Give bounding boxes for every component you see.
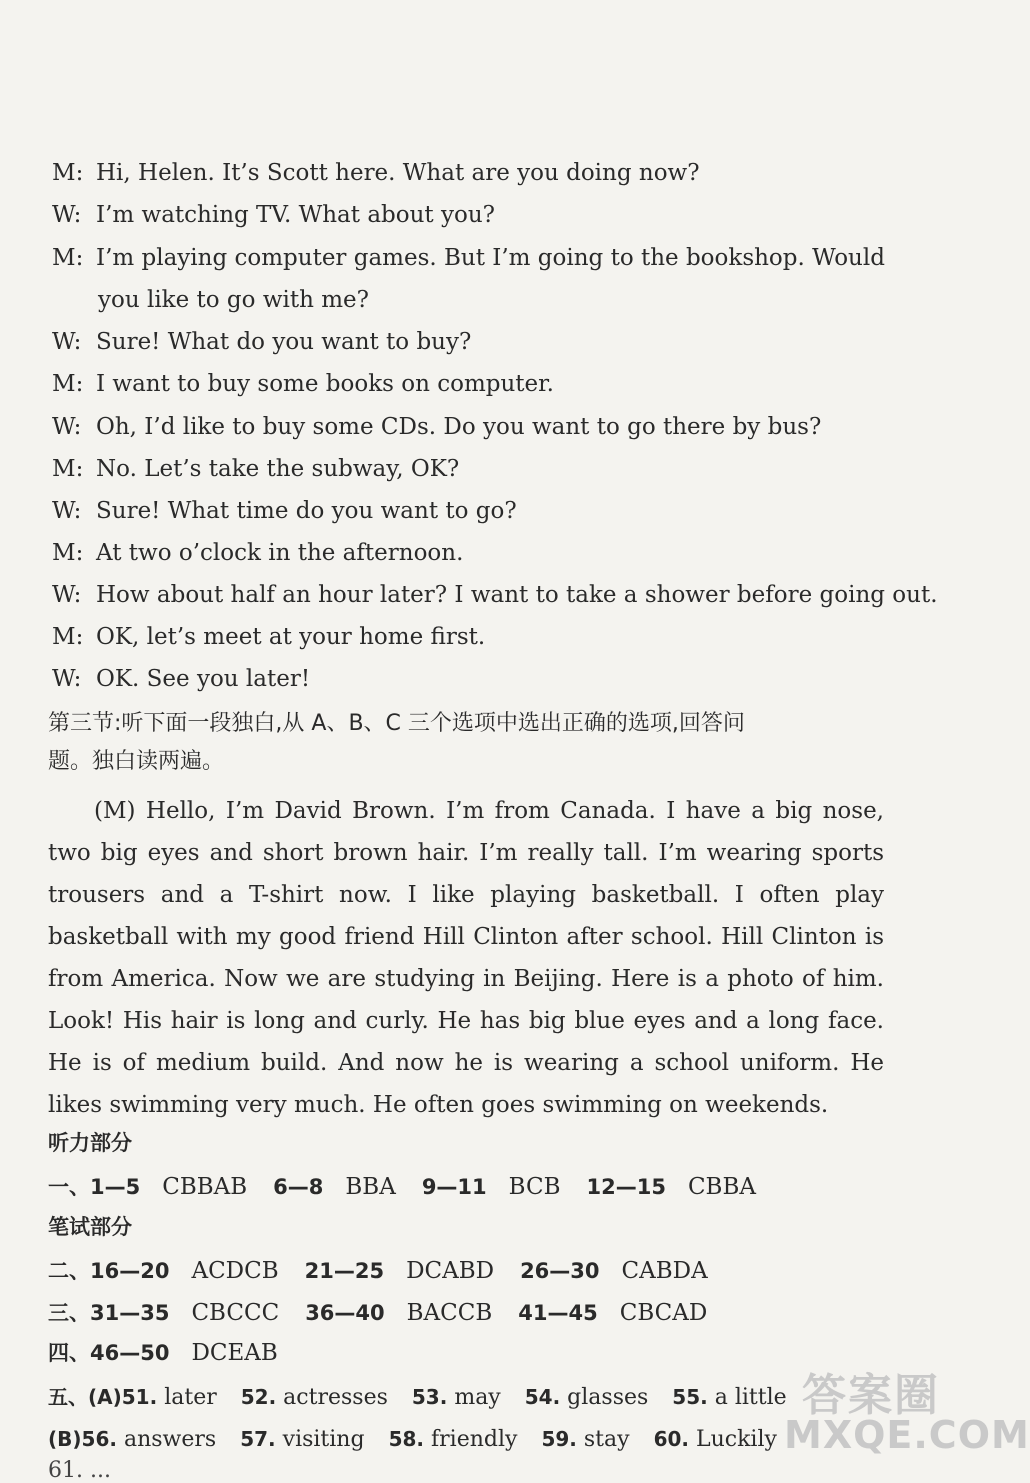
answer-value: BBA — [345, 1174, 396, 1200]
answer-row — [48, 1298, 733, 1328]
item-number: 53. — [411, 1385, 448, 1409]
speaker-label: W: — [52, 414, 82, 440]
answer-range: 1—5 — [90, 1175, 141, 1199]
dialogue-line — [52, 622, 892, 652]
answer-value: BCB — [508, 1174, 561, 1200]
dialogue-text: I’m playing computer games. But I’m going to the bookshop. Would — [96, 245, 885, 271]
dialogue-text: Hi, Helen. It’s Scott here. What are you doing now? — [96, 160, 700, 186]
written-section-title: 笔试部分 — [48, 1215, 132, 1239]
dialogue-line-continued — [98, 285, 938, 315]
item-answer: Luckily — [696, 1427, 777, 1452]
dialogue-line — [52, 327, 892, 357]
answer-range: 9—11 — [421, 1175, 487, 1199]
speaker-label: W: — [52, 498, 82, 524]
row-number: 三、 — [48, 1301, 90, 1325]
row-number: 四、 — [48, 1341, 90, 1365]
dialogue-text: How about half an hour later? I want to take a shower before going out. — [96, 582, 938, 608]
speaker-label: M: — [52, 245, 84, 271]
answer-range: 31—35 — [90, 1301, 170, 1325]
dialogue-line — [52, 454, 892, 484]
item-answer: visiting — [282, 1427, 365, 1452]
item-answer: actresses — [283, 1385, 388, 1410]
watermark-cn: 答案圈 — [802, 1370, 940, 1421]
speaker-label: M: — [52, 624, 84, 650]
dialogue-line — [52, 200, 892, 230]
answer-range: 41—45 — [518, 1301, 598, 1325]
answer-range: 21—25 — [304, 1259, 385, 1283]
section-heading: 第三节:听下面一段独白,从 A、B、C 三个选项中选出正确的选项,回答问 — [48, 711, 745, 736]
item-answer: a little — [714, 1385, 787, 1410]
dialogue-line — [52, 369, 892, 399]
item-answer: friendly — [431, 1427, 518, 1452]
answer-range: 16—20 — [90, 1259, 170, 1283]
dialogue-text: Sure! What time do you want to go? — [96, 498, 517, 524]
fill-answer-row — [48, 1424, 801, 1455]
item-answer: stay — [583, 1427, 630, 1452]
item-number: 60. — [653, 1427, 689, 1451]
item-number: 54. — [524, 1385, 561, 1409]
item-answer: answers — [123, 1427, 217, 1452]
speaker-label: W: — [52, 582, 82, 608]
answer-value: ACDCB — [191, 1258, 279, 1284]
cut-off-line: 61. ... — [48, 1458, 111, 1483]
answer-range: 46—50 — [90, 1341, 170, 1365]
dialogue-text: Sure! What do you want to buy? — [96, 329, 472, 355]
answer-range: 26—30 — [520, 1259, 600, 1283]
item-answer: may — [454, 1385, 501, 1410]
item-number: 55. — [672, 1385, 708, 1409]
answer-row — [48, 1256, 734, 1286]
dialogue-text: OK, let’s meet at your home first. — [96, 624, 486, 650]
dialogue-line — [52, 412, 892, 442]
row-number: (B) — [48, 1427, 82, 1451]
speaker-label: M: — [52, 540, 84, 566]
answer-value: CBCAD — [619, 1300, 708, 1326]
answer-range: 6—8 — [273, 1175, 324, 1199]
speaker-label: W: — [52, 329, 82, 355]
dialogue-text: No. Let’s take the subway, OK? — [96, 456, 460, 482]
dialogue-text: you like to go with me? — [98, 287, 369, 313]
answer-value: CABDA — [621, 1258, 708, 1284]
dialogue-text: At two o’clock in the afternoon. — [96, 540, 464, 566]
dialogue-line — [52, 580, 938, 610]
item-number: 58. — [388, 1427, 424, 1451]
listening-section-title: 听力部分 — [48, 1131, 132, 1155]
fill-answer-row — [48, 1382, 811, 1413]
answer-value: DCEAB — [191, 1340, 278, 1366]
item-number: 56. — [81, 1427, 117, 1451]
answer-value: CBBA — [687, 1174, 756, 1200]
answer-value: DCABD — [406, 1258, 495, 1284]
speaker-label: W: — [52, 666, 82, 692]
answer-value: BACCB — [406, 1300, 493, 1326]
item-number: 51. — [121, 1385, 158, 1409]
answer-value: CBBAB — [162, 1174, 248, 1200]
item-answer: later — [164, 1385, 217, 1410]
dialogue-line — [52, 664, 892, 694]
watermark-url: MXQE.COM — [784, 1413, 1030, 1457]
dialogue-text: Oh, I’d like to buy some CDs. Do you want to go there by bus? — [96, 414, 822, 440]
item-number: 57. — [240, 1427, 276, 1451]
dialogue-line — [52, 243, 892, 273]
dialogue-line — [52, 538, 892, 568]
answer-range: 12—15 — [586, 1175, 666, 1199]
row-number: 二、 — [48, 1259, 90, 1283]
section-heading: 题。独白读两遍。 — [48, 749, 225, 774]
dialogue-text: I want to buy some books on computer. — [96, 371, 554, 397]
answer-range: 36—40 — [305, 1301, 385, 1325]
row-number: 一、 — [48, 1175, 90, 1199]
speaker-label: M: — [52, 160, 84, 186]
answer-value: CBCCC — [191, 1300, 280, 1326]
row-number: 五、(A) — [48, 1385, 122, 1409]
speaker-label: M: — [52, 456, 84, 482]
dialogue-line — [52, 496, 892, 526]
dialogue-text: I’m watching TV. What about you? — [96, 202, 495, 228]
monologue-paragraph: (M) Hello, I’m David Brown. I’m from Canada. I have a big nose, two big eyes and short brown hair. I’m really tall. I’m wearing sports trousers and a T-shirt now. I like playing basketball. I often play basketball with my good friend Hill Clinton after school. Hill Clinton is from America. Now we are studying in Beijing. Here is a photo of him. Look! His hair is long and curly. He has big blue eyes and a long face. He is of medium build. And now he is wearing a school uniform. He likes swimming very much. He often goes swimming on weekends. — [48, 798, 884, 1118]
watermark-logo — [738, 1357, 1030, 1457]
item-number: 52. — [240, 1385, 277, 1409]
dialogue-line — [52, 158, 892, 188]
dialogue-text: OK. See you later! — [96, 666, 311, 692]
speaker-label: M: — [52, 371, 84, 397]
answer-row — [48, 1172, 782, 1202]
speaker-label: W: — [52, 202, 82, 228]
item-number: 59. — [541, 1427, 577, 1451]
item-answer: glasses — [567, 1385, 649, 1410]
answer-row — [48, 1338, 304, 1368]
